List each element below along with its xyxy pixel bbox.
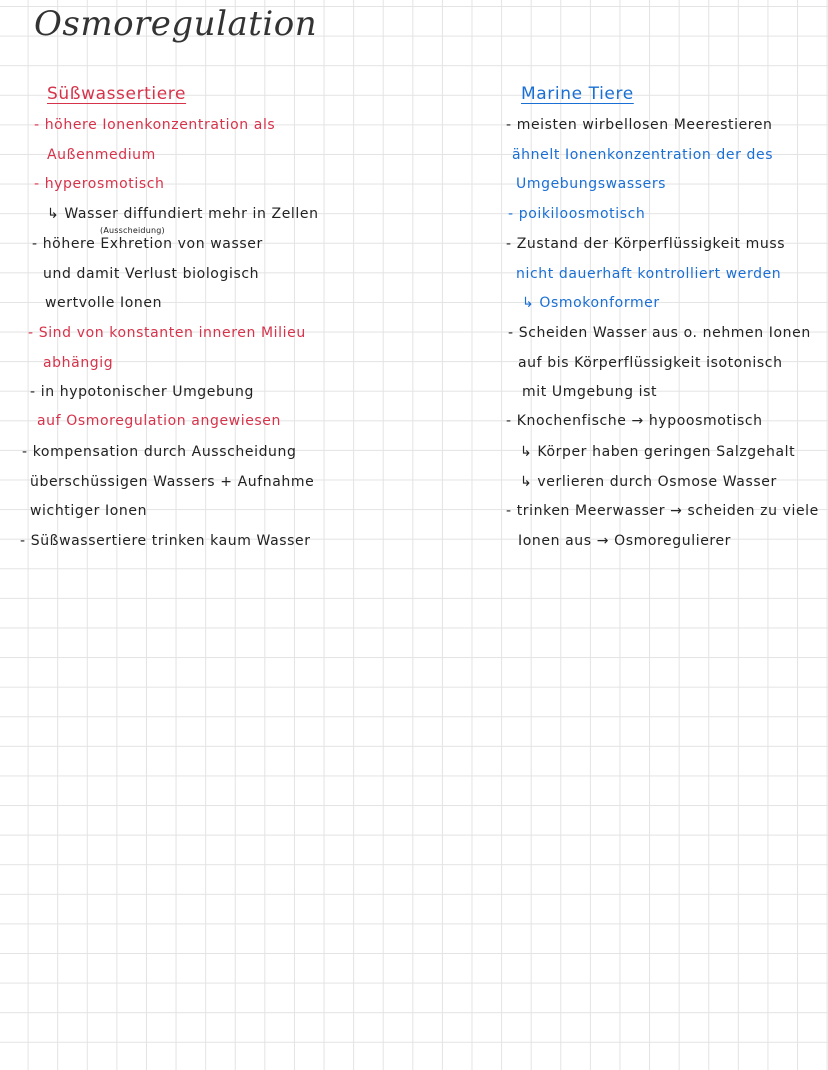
right-line: auf bis Körperflüssigkeit isotonisch [518, 355, 783, 371]
left-line: - Sind von konstanten inneren Milieu [28, 325, 306, 341]
right-line: - poikiloosmotisch [508, 206, 646, 222]
left-line: - höhere Exhretion von wasser [32, 236, 263, 252]
right-line: Ionen aus → Osmoregulierer [518, 533, 732, 549]
right-line: ↳ Osmokonformer [522, 295, 660, 311]
left-line: wichtiger Ionen [30, 503, 148, 519]
left-line: - höhere Ionenkonzentration als [34, 117, 276, 133]
left-line: Außenmedium [47, 147, 156, 163]
right-line: - meisten wirbellosen Meerestieren [506, 117, 773, 133]
left-line: - Süßwassertiere trinken kaum Wasser [20, 533, 311, 549]
left-line: - in hypotonischer Umgebung [30, 384, 254, 400]
right-line: mit Umgebung ist [522, 384, 658, 400]
right-line: - Zustand der Körperflüssigkeit muss [506, 236, 786, 252]
right-line: ähnelt Ionenkonzentration der des [512, 147, 774, 163]
left-line: abhängig [43, 355, 114, 371]
left-line: überschüssigen Wassers + Aufnahme [30, 474, 315, 490]
left-line: auf Osmoregulation angewiesen [37, 413, 281, 429]
right-line: ↳ Körper haben geringen Salzgehalt [520, 444, 796, 460]
right-line: Umgebungswassers [516, 176, 667, 192]
left-line: ↳ Wasser diffundiert mehr in Zellen [47, 206, 319, 222]
right-line: - trinken Meerwasser → scheiden zu viele [506, 503, 819, 519]
left-heading: Süßwassertiere [47, 84, 187, 104]
right-line: ↳ verlieren durch Osmose Wasser [520, 474, 777, 490]
right-line: - Scheiden Wasser aus o. nehmen Ionen [508, 325, 811, 341]
left-line: - kompensation durch Ausscheidung [22, 444, 297, 460]
right-line: - Knochenfische → hypoosmotisch [506, 413, 763, 429]
left-note: (Ausscheidung) [100, 226, 165, 235]
left-line: - hyperosmotisch [34, 176, 165, 192]
right-heading: Marine Tiere [521, 84, 634, 104]
left-line: wertvolle Ionen [45, 295, 163, 311]
left-line: und damit Verlust biologisch [43, 266, 260, 282]
page-title: Osmoregulation [34, 4, 318, 44]
right-line: nicht dauerhaft kontrolliert werden [516, 266, 782, 282]
